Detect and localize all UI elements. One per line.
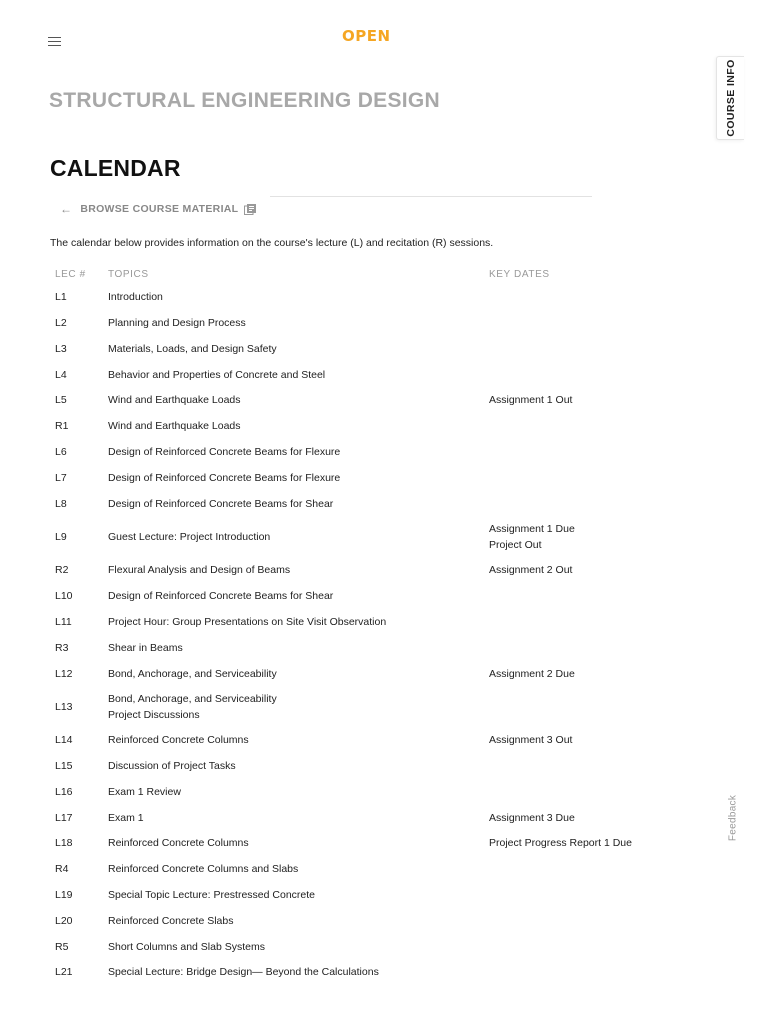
topic-line: Short Columns and Slab Systems [108, 940, 265, 953]
lec-cell: L17 [55, 811, 73, 824]
topic-cell [108, 517, 489, 558]
lec-cell: R5 [55, 940, 69, 953]
table-row [48, 636, 648, 662]
calendar-table [48, 263, 648, 986]
feedback-label: Feedback [727, 794, 739, 842]
key-date-cell [489, 337, 648, 363]
topic-cell [108, 388, 489, 414]
lec-cell: L10 [55, 590, 73, 603]
intro-text: The calendar below provides information on the course's lecture (L) and recitation (R) sessions. [50, 237, 494, 249]
topic-line: Bond, Anchorage, and Serviceability [108, 693, 277, 706]
arrow-left-icon: ← [60, 202, 73, 216]
lec-cell: L2 [55, 316, 67, 329]
lec-cell: R4 [55, 863, 69, 876]
key-date-cell [489, 388, 648, 414]
topic-cell [108, 285, 489, 311]
browse-link-label: BROWSE COURSE MATERIAL [80, 203, 239, 215]
key-date-cell [489, 883, 648, 909]
table-header-row [48, 263, 648, 285]
course-info-tab[interactable] [716, 56, 744, 140]
table-row [48, 935, 648, 961]
key-date-cell [489, 466, 648, 492]
lec-cell: L4 [55, 368, 67, 381]
table-row [48, 362, 648, 388]
topic-cell [108, 610, 489, 636]
topic-line: Planning and Design Process [108, 316, 246, 329]
header-topics: TOPICS [108, 268, 149, 280]
library-books-icon [244, 204, 256, 215]
lec-cell: L1 [55, 291, 67, 304]
course-title[interactable]: STRUCTURAL ENGINEERING DESIGN [49, 89, 441, 112]
lec-cell: L8 [55, 497, 67, 510]
lec-cell: L12 [55, 667, 73, 680]
key-date-cell [489, 687, 648, 728]
key-date-cell [489, 831, 648, 857]
topic-line: Flexural Analysis and Design of Beams [108, 564, 291, 577]
topic-line: Reinforced Concrete Columns and Slabs [108, 863, 299, 876]
topic-line: Reinforced Concrete Columns [108, 837, 249, 850]
topic-line: Exam 1 Review [108, 785, 181, 798]
lec-cell: L19 [55, 889, 73, 902]
key-date-cell [489, 584, 648, 610]
topic-line: Design of Reinforced Concrete Beams for Shear [108, 497, 334, 510]
topic-line: Shear in Beams [108, 641, 183, 654]
lec-cell: L7 [55, 471, 67, 484]
lec-cell: L13 [55, 700, 73, 713]
key-date-cell [489, 610, 648, 636]
key-date-cell [489, 558, 648, 584]
topic-cell [108, 466, 489, 492]
lec-cell: L9 [55, 530, 67, 543]
table-row [48, 661, 648, 687]
key-date-cell [489, 491, 648, 517]
table-row [48, 960, 648, 986]
topic-cell [108, 661, 489, 687]
calendar-body [48, 285, 648, 986]
lec-cell: L3 [55, 342, 67, 355]
topic-cell [108, 440, 489, 466]
key-date-cell [489, 661, 648, 687]
topic-line: Materials, Loads, and Design Safety [108, 342, 277, 355]
topic-line: Project Hour: Group Presentations on Site Visit Observation [108, 615, 387, 628]
feedback-tab[interactable] [724, 790, 742, 846]
topic-line: Design of Reinforced Concrete Beams for Flexure [108, 445, 341, 458]
course-info-label: COURSE INFO [724, 59, 737, 137]
lec-cell: L18 [55, 837, 73, 850]
topic-line: Special Topic Lecture: Prestressed Concrete [108, 889, 315, 902]
lec-cell: L21 [55, 966, 73, 979]
topic-cell [108, 909, 489, 935]
table-row [48, 857, 648, 883]
table-row [48, 337, 648, 363]
table-row [48, 440, 648, 466]
key-date-line: Assignment 1 Due [489, 523, 575, 536]
lec-cell: L11 [55, 615, 72, 628]
key-date-line: Assignment 2 Due [489, 667, 575, 680]
table-row [48, 558, 648, 584]
browse-course-material-link[interactable] [60, 202, 256, 216]
table-row [48, 687, 648, 728]
topic-cell [108, 754, 489, 780]
key-date-cell [489, 440, 648, 466]
lec-cell: R3 [55, 641, 69, 654]
divider [270, 196, 592, 197]
table-row [48, 831, 648, 857]
topic-cell [108, 935, 489, 961]
topic-cell [108, 362, 489, 388]
table-row [48, 909, 648, 935]
site-logo[interactable]: OPEN [342, 27, 391, 45]
topic-cell [108, 806, 489, 832]
table-row [48, 610, 648, 636]
topic-line: Introduction [108, 291, 163, 304]
table-row [48, 806, 648, 832]
topic-cell [108, 558, 489, 584]
key-date-cell [489, 960, 648, 986]
lec-cell: L14 [55, 734, 73, 747]
topic-line: Design of Reinforced Concrete Beams for Shear [108, 590, 334, 603]
table-row [48, 491, 648, 517]
topic-line: Reinforced Concrete Slabs [108, 914, 234, 927]
key-date-cell [489, 754, 648, 780]
key-date-line: Assignment 3 Out [489, 734, 573, 747]
page-title: CALENDAR [50, 155, 181, 181]
topic-cell [108, 491, 489, 517]
topic-line: Special Lecture: Bridge Design— Beyond the Calculations [108, 966, 379, 979]
lec-cell: L5 [55, 394, 67, 407]
topic-line: Design of Reinforced Concrete Beams for Flexure [108, 471, 341, 484]
topic-line: Bond, Anchorage, and Serviceability [108, 667, 277, 680]
key-date-cell [489, 857, 648, 883]
table-row [48, 517, 648, 558]
key-date-cell [489, 935, 648, 961]
key-date-cell [489, 780, 648, 806]
table-row [48, 388, 648, 414]
key-date-cell [489, 414, 648, 440]
topic-line: Project Discussions [108, 708, 200, 721]
topic-line: Wind and Earthquake Loads [108, 420, 241, 433]
key-date-cell [489, 362, 648, 388]
lec-cell: L16 [55, 785, 73, 798]
topic-cell [108, 728, 489, 754]
key-date-line: Assignment 3 Due [489, 811, 575, 824]
key-date-cell [489, 285, 648, 311]
topic-line: Guest Lecture: Project Introduction [108, 530, 271, 543]
table-row [48, 584, 648, 610]
lec-cell: L20 [55, 914, 73, 927]
key-date-line: Assignment 2 Out [489, 564, 573, 577]
topic-cell [108, 414, 489, 440]
lec-cell: R1 [55, 420, 69, 433]
lec-cell: L6 [55, 445, 67, 458]
key-date-cell [489, 517, 648, 558]
lec-cell: L15 [55, 760, 73, 773]
topic-cell [108, 780, 489, 806]
table-row [48, 466, 648, 492]
table-row [48, 754, 648, 780]
topic-cell [108, 857, 489, 883]
topic-line: Behavior and Properties of Concrete and Steel [108, 368, 326, 381]
key-date-cell [489, 806, 648, 832]
topic-cell [108, 584, 489, 610]
key-date-line: Project Progress Report 1 Due [489, 837, 632, 850]
key-date-cell [489, 728, 648, 754]
key-date-cell [489, 311, 648, 337]
topic-line: Discussion of Project Tasks [108, 760, 236, 773]
topic-cell [108, 831, 489, 857]
topic-cell [108, 337, 489, 363]
table-row [48, 780, 648, 806]
topic-cell [108, 883, 489, 909]
key-date-cell [489, 909, 648, 935]
lec-cell: R2 [55, 564, 69, 577]
topic-line: Reinforced Concrete Columns [108, 734, 249, 747]
key-date-cell [489, 636, 648, 662]
topic-cell [108, 960, 489, 986]
key-date-line: Project Out [489, 538, 542, 551]
topic-cell [108, 636, 489, 662]
table-row [48, 728, 648, 754]
topic-cell [108, 311, 489, 337]
table-row [48, 883, 648, 909]
table-row [48, 414, 648, 440]
header-lec: LEC # [55, 268, 86, 280]
topic-line: Exam 1 [108, 811, 144, 824]
hamburger-menu-icon[interactable] [48, 37, 61, 46]
topic-line: Wind and Earthquake Loads [108, 394, 241, 407]
table-row [48, 285, 648, 311]
header-key-dates: KEY DATES [489, 268, 550, 280]
topic-cell [108, 687, 489, 728]
table-row [48, 311, 648, 337]
key-date-line: Assignment 1 Out [489, 394, 573, 407]
